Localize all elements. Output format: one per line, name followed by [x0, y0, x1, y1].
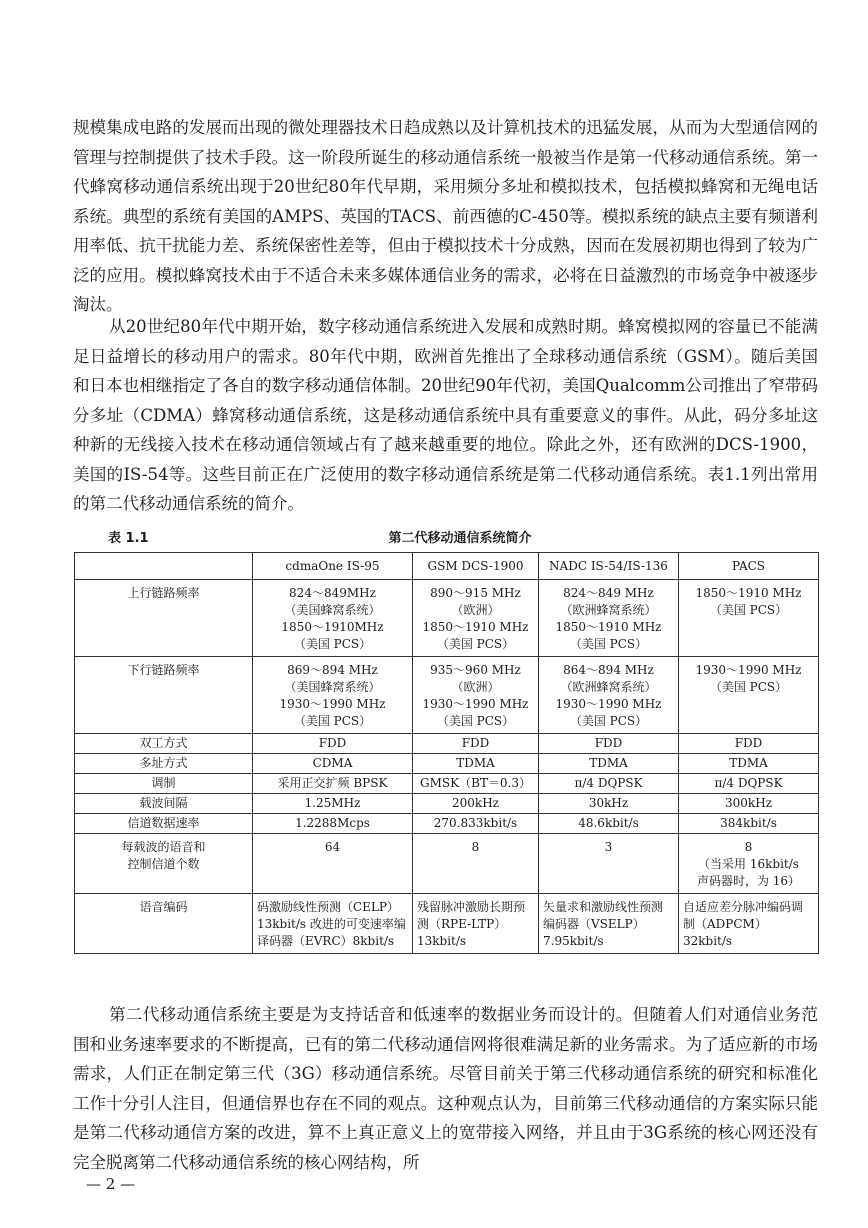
table-header-cell: cdmaOne IS-95 — [253, 553, 413, 580]
table-row — [75, 794, 819, 814]
table-header-cell: NADC IS-54/IS-136 — [539, 553, 679, 580]
table-cell: 1930～1990 MHz （美国 PCS） — [679, 657, 819, 734]
table-row — [75, 834, 819, 894]
table-cell: 300kHz — [679, 794, 819, 814]
table-cell: 824～849 MHz （欧洲蜂窝系统） 1850～1910 MHz （美国 PCS） — [539, 580, 679, 657]
table-row-header: 每载波的语音和 控制信道个数 — [75, 834, 253, 894]
table-cell: 824～849MHz （美国蜂窝系统） 1850～1910MHz （美国 PCS） — [253, 580, 413, 657]
table-cell: 残留脉冲激励长期预测（RPE-LTP） 13kbit/s — [413, 894, 539, 954]
table-cell: TDMA — [679, 754, 819, 774]
table-cell: 8 — [413, 834, 539, 894]
table-cell: π/4 DQPSK — [539, 774, 679, 794]
table-row — [75, 894, 819, 954]
table-row — [75, 814, 819, 834]
table-cell: 48.6kbit/s — [539, 814, 679, 834]
table-cell: GMSK（BT＝0.3） — [413, 774, 539, 794]
table-cell: FDD — [539, 734, 679, 754]
table-header-cell: PACS — [679, 553, 819, 580]
table-row-header: 上行链路频率 — [75, 580, 253, 657]
table-row — [75, 580, 819, 657]
paragraph-2: 从20世纪80年代中期开始，数字移动通信系统进入发展和成熟时期。蜂窝模拟网的容量已不能满足日益增长的移动用户的需求。80年代中期，欧洲首先推出了全球移动通信系统（GSM）。随后美国和日本也相继指定了各自的数字移动通信体制。20世纪90年代初，美国Qualcomm公司推出了窄带码分多址（CDMA）蜂窝移动通信系统，这是移动通信系统中具有重要意义的事件。从此，码分多址这种新的无线接入技术在移动通信领域占有了越来越重要的地位。除此之外，还有欧洲的DCS-1900，美国的IS-54等。这些目前正在广泛使用的数字移动通信系统是第二代移动通信系统。表1.1列出常用的第二代移动通信系统的简介。 — [73, 317, 818, 513]
table-cell: FDD — [253, 734, 413, 754]
table-cell: 1.25MHz — [253, 794, 413, 814]
table-cell: 3 — [539, 834, 679, 894]
table-cell: CDMA — [253, 754, 413, 774]
table-row-header: 信道数据速率 — [75, 814, 253, 834]
page-number: — 2 — — [86, 1175, 136, 1193]
paragraph-3: 第二代移动通信系统主要是为支持话音和低速率的数据业务而设计的。但随着人们对通信业务范围和业务速率要求的不断提高，已有的第二代移动通信网将很难满足新的业务需求。为了适应新的市场需求，人们正在制定第三代（3G）移动通信系统。尽管目前关于第三代移动通信系统的研究和标准化工作十分引人注目，但通信界也存在不同的观点。这种观点认为，目前第三代移动通信的方案实际只能是第二代移动通信方案的改进，算不上真正意义上的宽带接入网络，并且由于3G系统的核心网还没有完全脱离第二代移动通信系统的核心网结构，所 — [73, 1005, 818, 1172]
table-row — [75, 657, 819, 734]
table-cell: 采用正交扩频 BPSK — [253, 774, 413, 794]
table-row-header: 载波间隔 — [75, 794, 253, 814]
table-row-header: 语音编码 — [75, 894, 253, 954]
table-cell: 935～960 MHz （欧洲） 1930～1990 MHz （美国 PCS） — [413, 657, 539, 734]
paragraph-1: 规模集成电路的发展而出现的微处理器技术日趋成熟以及计算机技术的迅猛发展，从而为大型通信网的管理与控制提供了技术手段。这一阶段所诞生的移动通信系统一般被当作是第一代移动通信系统。第一代蜂窝移动通信系统出现于20世纪80年代早期，采用频分多址和模拟技术，包括模拟蜂窝和无绳电话系统。典型的系统有美国的AMPS、英国的TACS、前西德的C-450等。模拟系统的缺点主要有频谱利用率低、抗干扰能力差、系统保密性差等，但由于模拟技术十分成熟，因而在发展初期也得到了较为广泛的应用。模拟蜂窝技术由于不适合未来多媒体通信业务的需求，必将在日益激烈的市场竞争中被逐步淘汰。 — [73, 118, 818, 314]
table-row-header: 多址方式 — [75, 754, 253, 774]
table-row — [75, 734, 819, 754]
table-row-header: 调制 — [75, 774, 253, 794]
table-cell: 270.833kbit/s — [413, 814, 539, 834]
table-cell: 869～894 MHz （美国蜂窝系统） 1930～1990 MHz （美国 PCS） — [253, 657, 413, 734]
table-row-header: 下行链路频率 — [75, 657, 253, 734]
table-cell: TDMA — [539, 754, 679, 774]
second-gen-systems-table — [74, 552, 819, 954]
table-cell: 码激励线性预测（CELP）13kbit/s 改进的可变速率编译码器（EVRC）8kbit/s — [253, 894, 413, 954]
table-row — [75, 754, 819, 774]
table-label: 表 1.1 — [108, 531, 149, 546]
table-header-row — [75, 553, 819, 580]
table-cell: 矢量求和激励线性预测编码器（VSELP） 7.95kbit/s — [539, 894, 679, 954]
table-cell: FDD — [679, 734, 819, 754]
table-cell: π/4 DQPSK — [679, 774, 819, 794]
table-cell: 864～894 MHz （欧洲蜂窝系统） 1930～1990 MHz （美国 PCS） — [539, 657, 679, 734]
table-row-header: 双工方式 — [75, 734, 253, 754]
table-cell: TDMA — [413, 754, 539, 774]
table-cell: 200kHz — [413, 794, 539, 814]
table-header-cell: GSM DCS-1900 — [413, 553, 539, 580]
table-title: 第二代移动通信系统简介 — [388, 531, 532, 546]
table-cell: 自适应差分脉冲编码调制（ADPCM） 32kbit/s — [679, 894, 819, 954]
table-row — [75, 774, 819, 794]
table-cell: 384kbit/s — [679, 814, 819, 834]
table-cell: 64 — [253, 834, 413, 894]
table-cell: 1.2288Mcps — [253, 814, 413, 834]
table-cell: FDD — [413, 734, 539, 754]
table-header-cell — [75, 553, 253, 580]
table-cell: 890～915 MHz （欧洲） 1850～1910 MHz （美国 PCS） — [413, 580, 539, 657]
table-cell: 8 （当采用 16kbit/s 声码器时，为 16） — [679, 834, 819, 894]
table-cell: 1850～1910 MHz （美国 PCS） — [679, 580, 819, 657]
table-cell: 30kHz — [539, 794, 679, 814]
